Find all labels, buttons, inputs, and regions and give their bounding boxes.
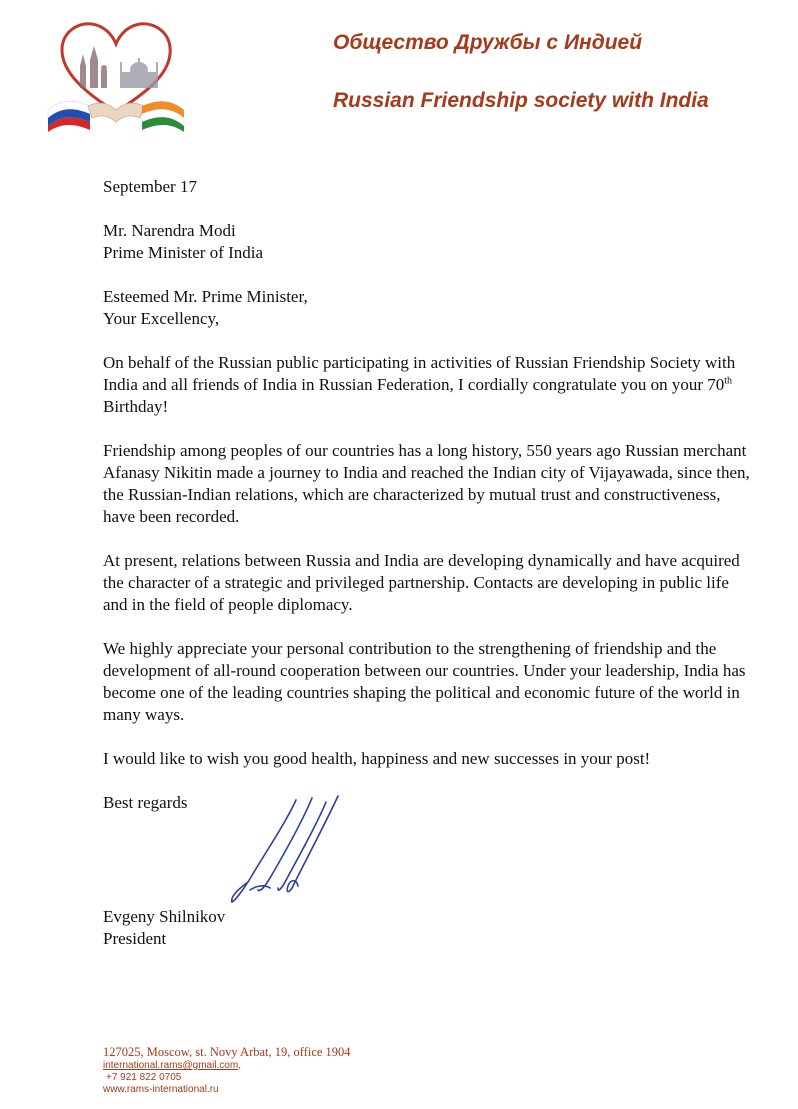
paragraph-history: Friendship among peoples of our countries has a long history, 550 years ago Russian merchant Afanasy Nikitin made a journey to India and reached the Indian city of Vijayawada, since then, the Russian-Indian relations, which are characterized by mutual trust and constructiveness, have been recorded. — [103, 441, 750, 526]
footer-email-suffix: , — [238, 1060, 241, 1071]
paragraph-congratulation-text: On behalf of the Russian public participating in activities of Russian Friendship Society with India and all friends of India in Russian Federation, I cordially congratulate you on your 70 — [103, 353, 736, 394]
paragraph-appreciation: We highly appreciate your personal contribution to the strengthening of friendship and the development of all-round cooperation between our countries. Under your leadership, India has become one of the leading countries shaping the political and economic future of the world in many ways. — [103, 639, 746, 724]
handwritten-signature-icon — [226, 792, 346, 904]
letter-body — [103, 176, 753, 814]
signer-block — [103, 906, 225, 950]
signer-title: President — [103, 929, 167, 948]
recipient-name: Mr. Narendra Modi — [103, 221, 236, 240]
paragraph-congratulation — [103, 352, 753, 418]
salutation-block — [103, 286, 753, 330]
society-name-russian: Общество Дружбы с Индией — [333, 31, 643, 54]
footer-address: 127025, Moscow, st. Novy Arbat, 19, office 1904 — [103, 1045, 351, 1059]
footer-email-link[interactable]: international.rams@gmail.com — [103, 1060, 239, 1071]
recipient-block — [103, 220, 753, 264]
footer-email-line — [103, 1060, 351, 1072]
closing: Best regards — [103, 793, 188, 812]
society-logo-icon — [44, 14, 188, 132]
ordinal-suffix: th — [724, 375, 733, 387]
letter-date: September 17 — [103, 177, 197, 196]
paragraph-present: At present, relations between Russia and India are developing dynamically and have acquired the character of a strategic and privileged partnership. Contacts are developing in public life and in the field of people diplomacy. — [103, 551, 740, 614]
signer-name: Evgeny Shilnikov — [103, 907, 226, 926]
footer-contacts — [103, 1045, 351, 1096]
paragraph-congratulation-end: Birthday! — [103, 397, 169, 416]
salutation-line-2: Your Excellency, — [103, 309, 220, 328]
paragraph-wishes: I would like to wish you good health, happiness and new successes in your post! — [103, 749, 651, 768]
recipient-title: Prime Minister of India — [103, 243, 264, 262]
salutation-line-1: Esteemed Mr. Prime Minister, — [103, 287, 308, 306]
footer-phone: +7 921 822 0705 — [106, 1072, 182, 1083]
society-name-english: Russian Friendship society with India — [333, 89, 709, 112]
footer-website-link[interactable]: www.rams-international.ru — [103, 1084, 219, 1095]
